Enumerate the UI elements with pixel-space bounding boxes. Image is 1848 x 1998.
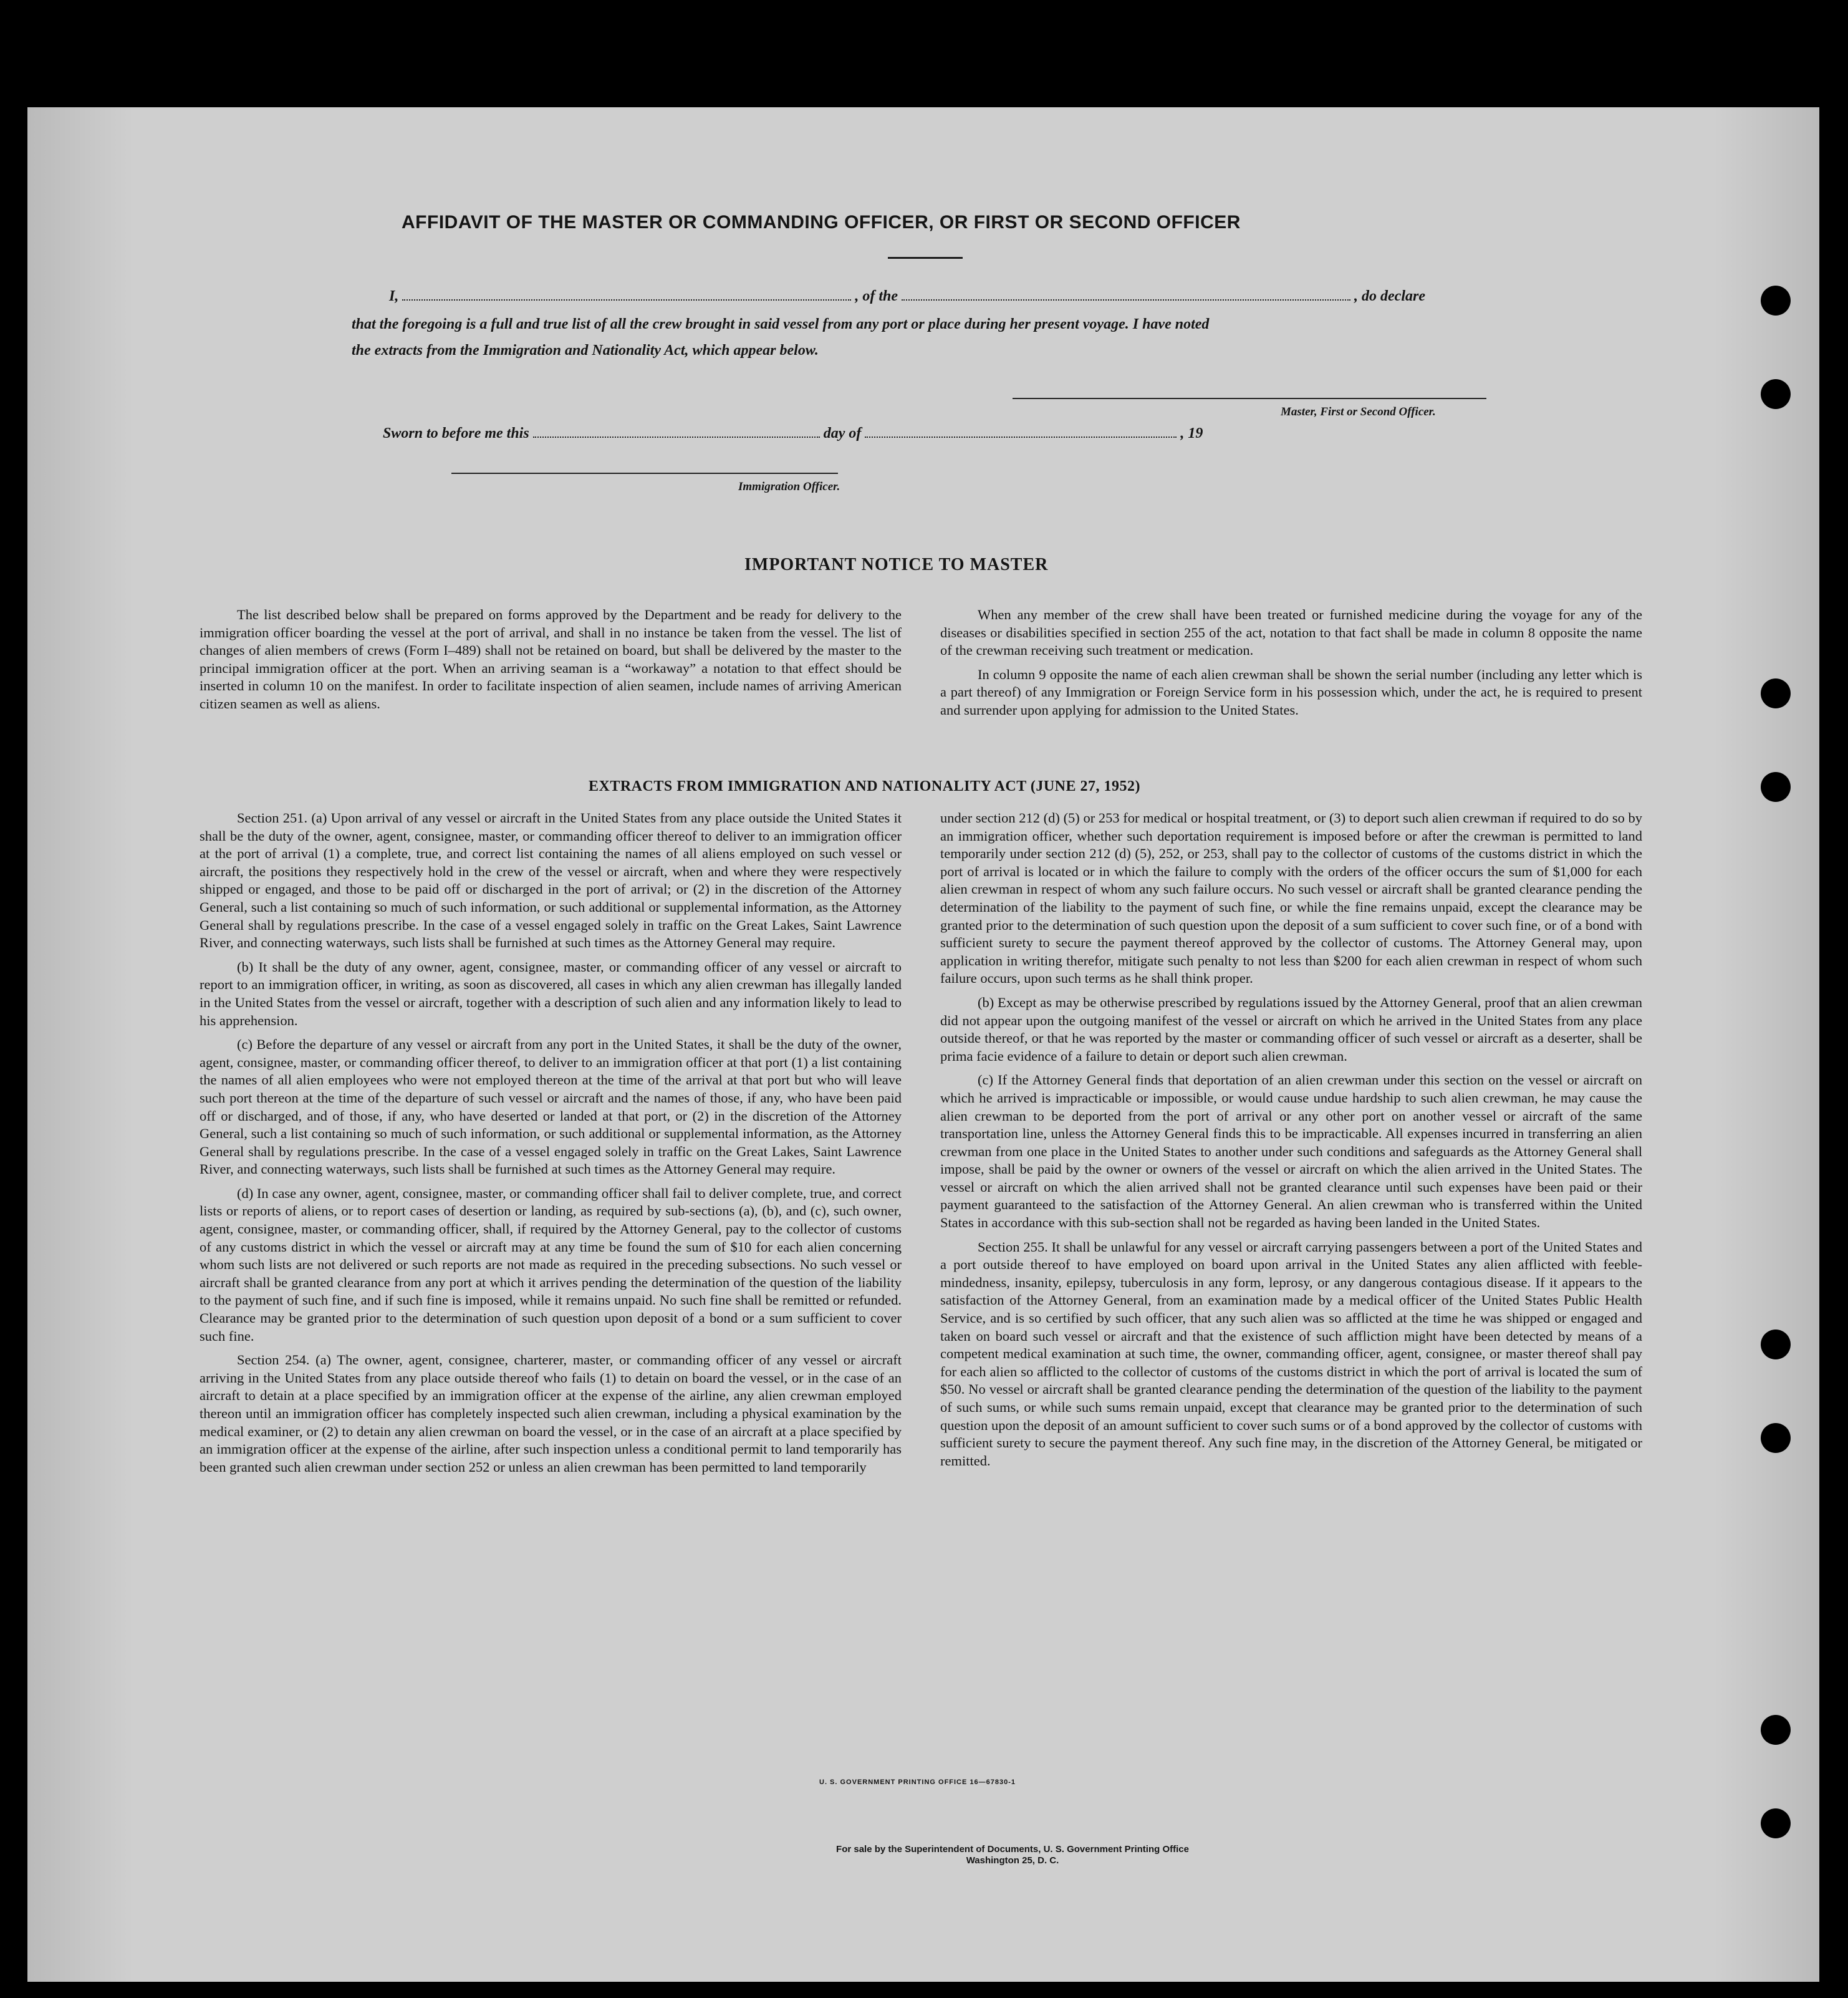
extract-right-paragraph: (c) If the Attorney General finds that deportation of an alien crewman under this section on the vessel or aircraft on which he arrived is impracticable or impossible, or would cause undue hardship to such alien crewman, he may cause the alien crewman to be deported from the port of arrival or any other port on another vessel or aircraft of the same transportation line, unless the Attorney General finds this to be impracticable. All expenses incurred in transferring an alien crewman from one place in the United States to another under such conditions and safeguards as the Attorney General shall impose, shall be paid by the owner or owners of the vessel or aircraft on which the alien arrived in the United States. The vessel or aircraft on which the alien arrived shall not be granted clearance until such expenses have been paid or their payment guaranteed to the satisfaction of the Attorney General. An alien crewman who is transferred within the United States in accordance with this sub-section shall not be regarded as having been landed in the United States.: [940, 1072, 1642, 1231]
notice-left-paragraph: The list described below shall be prepared on forms approved by the Department and be ready for delivery to the immigration officer boarding the vessel at the port of arrival, and shall in no instance be taken from the vessel. The list of changes of alien members of crews (Form I–489) shall not be retained on board, but shall be delivered by the master to the principal immigration officer at the port. When an arriving seaman is a “workaway” a notation to that effect should be inserted in column 10 on the manifest. In order to facilitate inspection of alien seamen, include names of arriving American citizen seamen as well as aliens.: [200, 607, 902, 712]
sale-line-1: For sale by the Superintendent of Documents, U. S. Government Printing Office: [836, 1844, 1189, 1855]
master-label: Master, First or Second Officer.: [1281, 405, 1436, 418]
extracts-left-column: [200, 809, 902, 1482]
i-label: I,: [389, 288, 399, 304]
extract-left-paragraph: Section 251. (a) Upon arrival of any vessel or aircraft in the United States from any place outside the United States it shall be the duty of the owner, agent, consignee, master, or commanding officer thereof to deliver to an immigration officer at the port of arrival (1) a complete, true, and correct list containing the names of all aliens employed on such vessel or aircraft, the positions they respectively hold in the crew of the vessel or aircraft, when and where they were respectively shipped or engaged, and those to be paid off or discharged in the port of arrival; or (2) in the discretion of the Attorney General, such a list containing so much of such information, or such additional or supplemental information, as the Attorney General shall by regulations prescribe. In the case of a vessel engaged solely in traffic on the Great Lakes, Saint Lawrence River, and connecting waterways, such lists shall be furnished at such times as the Attorney General may require.: [200, 810, 902, 951]
sale-line-2: Washington 25, D. C.: [966, 1855, 1059, 1866]
extracts-right-column: [940, 809, 1642, 1476]
extract-left-paragraph: Section 254. (a) The owner, agent, consignee, charterer, master, or commanding officer of any vessel or aircraft arriving in the United States from any place outside thereof who fails (1) to detain on board the vessel, or in the case of an aircraft to detain at a place specified by an immigration officer at the expense of the airline, any alien crewman employed thereon until an immigration officer has completely inspected such alien crewman, including a physical examination by the medical examiner, or (2) to detain any alien crewman on board the vessel, or in the case of an aircraft at a place specified by an immigration officer at the expense of the airline, after such inspection unless a conditional permit to land temporarily has been granted such alien crewman under section 252 or unless an alien crewman has been permitted to land temporarily: [200, 1352, 902, 1475]
sworn-month-field[interactable]: [865, 425, 1177, 438]
form-content: [27, 107, 1819, 1982]
notice-left-column: [200, 606, 902, 720]
immigration-officer-line[interactable]: [451, 473, 838, 474]
notice-title: IMPORTANT NOTICE TO MASTER: [744, 555, 1049, 574]
year-label: , 19: [1180, 425, 1203, 442]
affidavit-title: AFFIDAVIT OF THE MASTER OR COMMANDING OFFICER, OR FIRST OR SECOND OFFICER: [402, 212, 1241, 233]
extract-right-paragraph: (b) Except as may be otherwise prescribed by regulations issued by the Attorney General, proof that an alien crewman did not appear upon the outgoing manifest of the vessel or aircraft on which he arrived in the United States from any place outside thereof, or that he was reported by the master or commanding officer of such vessel or aircraft as a deserter, shall be prima facie evidence of a failure to detain or deport such alien crewman.: [940, 994, 1642, 1064]
notice-right-paragraph-2: In column 9 opposite the name of each alien crewman shall be shown the serial number (including any letter which is a part thereof) of any Immigration or Foreign Service form in his possession which, under the act, he is required to present and surrender upon applying for admission to the United States.: [940, 666, 1642, 718]
vessel-field[interactable]: [902, 288, 1350, 301]
sale-notice: [701, 1844, 1324, 1866]
extract-left-paragraph: (c) Before the departure of any vessel or aircraft from any port in the United States, it shall be the duty of the owner, agent, consignee, master, or commanding officer thereof, to deliver to an immigration officer at that port (1) a list containing the names of all alien employees who were not employed thereon at the time of the arrival at that port but who will leave such port thereon at the time of the departure of such vessel or aircraft and the names of those, if any, who have been paid off or discharged, and of those, if any, who have deserted or landed at that port, or (2) in the discretion of the Attorney General, such a list containing so much of such information, or such additional or supplemental information, as the Attorney General shall by regulations prescribe. In the case of a vessel engaged solely in traffic on the Great Lakes, Saint Lawrence River, and connecting waterways, such lists shall be furnished at such times as the Attorney General may require.: [200, 1036, 902, 1177]
declaration-line: [389, 288, 1425, 305]
document-page: [27, 107, 1819, 1982]
statement-line-1: that the foregoing is a full and true list of all the crew brought in said vessel from any port or place during her present voyage. I have noted: [352, 316, 1210, 332]
extract-left-paragraph: (d) In case any owner, agent, consignee, master, or commanding officer shall fail to deliver complete, true, and correct lists or reports of aliens, or to report cases of desertion or landing, as required by sub-sections (a), (b), and (c), such owner, agent, consignee, master, or commanding officer, shall, if required by the Attorney General, pay to the collector of customs of any customs district in which the vessel or aircraft may at any time be found the sum of $10 for each alien concerning whom such lists are not delivered or such reports are not made as required in the preceding subsections. No such vessel or aircraft shall be granted clearance from any port at which it arrives pending the determination of the question of the liability to the payment of such fine, and if such fine is imposed, while it remains unpaid. No such fine shall be remitted or refunded. Clearance may be granted prior to the determination of such question upon deposit of a bond or a sum sufficient to cover such fine.: [200, 1185, 902, 1344]
title-rule: [888, 257, 963, 259]
statement-line-2: the extracts from the Immigration and Nationality Act, which appear below.: [352, 342, 819, 359]
sworn-day-field[interactable]: [533, 425, 820, 438]
extract-right-paragraph: under section 212 (d) (5) or 253 for medical or hospital treatment, or (3) to deport such alien crewman if required to do so by an immigration officer, whether such deportation requirement is imposed before or after the crewman is permitted to land temporarily under section 212 (d) (5), 252, or 253, shall pay to the collector of customs of the customs district in which the port of arrival is located or in which the failure to comply with the orders of the officer occurs the sum of $1,000 for each alien crewman in respect of whom any such failure occurs. No such vessel or aircraft shall be granted clearance pending the determination of the liability to the payment of such fine, or while the fine remains unpaid, except the clearance may be granted prior to the determination of such question upon the deposit of a sum sufficient to cover such fine, or of a bond with sufficient surety to secure the payment thereof approved by the collector of customs. The Attorney General may, upon application in writing therefor, mitigate such penalty to not less than $200 for each alien crewman in respect of whom such failure occurs, upon such terms as he shall think proper.: [940, 810, 1642, 987]
declare-label: , do declare: [1354, 288, 1425, 304]
of-the-label: , of the: [855, 288, 898, 304]
master-signature-line[interactable]: [1013, 398, 1486, 399]
name-field[interactable]: [402, 288, 851, 301]
gpo-imprint: U. S. GOVERNMENT PRINTING OFFICE 16—67830-1: [819, 1778, 1016, 1786]
day-of-label: day of: [823, 425, 862, 442]
extract-left-paragraph: (b) It shall be the duty of any owner, agent, consignee, master, or commanding officer of any vessel or aircraft to report to an immigration officer, in writing, as soon as discovered, all cases in which any alien crewman has illegally landed in the United States from the vessel or aircraft, together with a description of such alien and any information likely to lead to his apprehension.: [200, 958, 902, 1028]
notice-right-paragraph-1: When any member of the crew shall have been treated or furnished medicine during the voyage for any of the diseases or disabilities specified in section 255 of the act, notation to that fact shall be made in column 8 opposite the name of the crewman receiving such treatment or medication.: [940, 607, 1642, 659]
sworn-line: [383, 425, 1203, 442]
notice-right-column: [940, 606, 1642, 726]
sworn-label: Sworn to before me this: [383, 425, 529, 442]
extracts-title: EXTRACTS FROM IMMIGRATION AND NATIONALITY ACT (JUNE 27, 1952): [589, 778, 1140, 794]
extract-right-paragraph: Section 255. It shall be unlawful for any vessel or aircraft carrying passengers between a port of the United States and a port outside thereof to have employed on board upon arrival in the United States any alien afflicted with feeble-mindedness, insanity, epilepsy, tuberculosis in any form, leprosy, or any dangerous contagious disease. If it appears to the satisfaction of the Attorney General, from an examination made by a medical officer of the United States Public Health Service, and is so certified by such officer, that any such alien was so afflicted at the time he was shipped or engaged and taken on board such vessel or aircraft and that the existence of such affliction might have been detected by means of a competent medical examination at such time, the owner, commanding officer, agent, consignee, or master thereof shall pay for each alien so afflicted to the collector of customs of the customs district in which the port of arrival is located the sum of $50. No vessel or aircraft shall be granted clearance pending the determination of the question of the liability to the payment of such sums, or while such sums remain unpaid, except that clearance may be granted prior to the determination of such question upon the deposit of an amount sufficient to cover such sums or of a bond approved by the collector of customs with sufficient surety to secure the payment thereof. Any such fine may, in the discretion of the Attorney General, be mitigated or remitted.: [940, 1238, 1642, 1469]
immigration-officer-label: Immigration Officer.: [738, 480, 840, 493]
